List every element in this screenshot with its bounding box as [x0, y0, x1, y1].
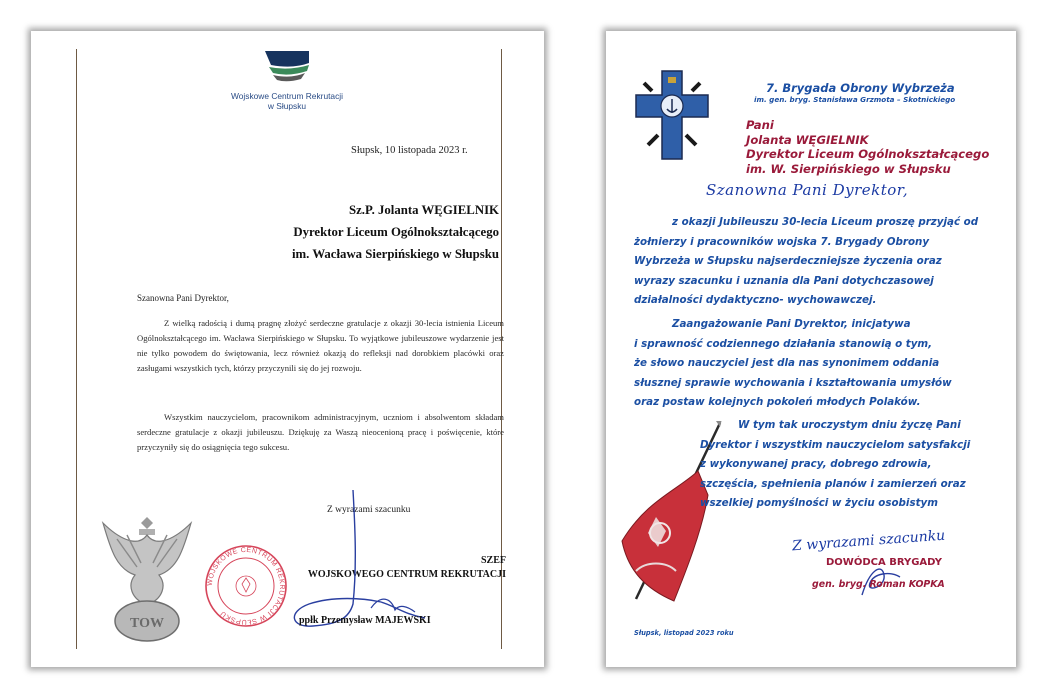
letter-date: Słupsk, 10 listopada 2023 r.: [351, 145, 468, 156]
stamp-text: WOJSKOWE CENTRUM REKRUTACJI W SŁUPSKU: [206, 546, 286, 626]
greeting-paragraph-3: W tym tak uroczystym dniu życzę Pani Dyrektor i wszystkim nauczycielom satysfakcji z wykonywanej pracy, dobrego zdrowia, szczęścia, spełnienia planów i zamierzeń oraz wszelkiej pomyślności w życiu osobistym: [700, 419, 971, 510]
handwritten-signature: [283, 486, 443, 636]
wcr-logo-text: Wojskowe Centrum Rekrutacji w Słupsku: [230, 91, 343, 111]
wcr-letter-page: [31, 31, 544, 667]
greeting-paragraph-2: Zaangażowanie Pani Dyrektor, inicjatywa i sprawność codziennego działania stanowią o tym, że słowo nauczyciel jest dla nas synonimem oddania słusznej sprawie wychowania i kształtowania umysłów oraz postaw kolejnych pokoleń młodych Polaków.: [634, 318, 952, 409]
commander-name: gen. bryg. Roman KOPKA: [812, 579, 945, 590]
signatory-title: SZEF WOJSKOWEGO CENTRUM REKRUTACJI: [307, 555, 506, 580]
commander-title: DOWÓDCA BRYGADY: [826, 557, 942, 568]
closing-regards: Z wyrazami szacunku: [327, 505, 411, 515]
handwritten-salutation: Szanowna Pani Dyrektor,: [706, 181, 909, 199]
wcr-logo-icon: [263, 49, 311, 83]
body-paragraph-1: Z wielką radością i dumą pragnę złożyć serdeczne gratulacje z okazji 30-lecia istnienia Liceum Ogólnokształcącego im. Wacława Sierpińskiego w Słupsku. To wyjątkowe jubileuszowe wydarzenie jest nie tylko powodem do świętowania, lecz również okazją do refleksji nad dorobkiem placówki oraz zasługami wszystkich tych, którzy przyczynili się do jej rozwoju.: [137, 318, 504, 373]
military-eagle-emblem: [97, 509, 197, 649]
recipient-block: Pani Jolanta WĘGIELNIK Dyrektor Liceum Ogólnokształcącego im. W. Sierpińskiego w Słupsku: [746, 118, 990, 176]
salutation: Szanowna Pani Dyrektor,: [137, 293, 229, 303]
brigade-name: 7. Brygada Obrony Wybrzeża: [766, 81, 955, 95]
addressee-block: Sz.P. Jolanta WĘGIELNIK Dyrektor Liceum Ogólnokształcącego im. Wacława Sierpińskiego w Słupsku: [291, 203, 499, 261]
brigade-patron: im. gen. bryg. Stanisława Grzmota – Skotnickiego: [754, 95, 956, 104]
place-and-date: Słupsk, listopad 2023 roku: [634, 629, 734, 637]
brigade-cross-emblem: [634, 69, 710, 161]
greeting-paragraph-1: z okazji Jubileuszu 30-lecia Liceum proszę przyjąć od żołnierzy i pracowników wojska 7. Brygady Obrony Wybrzeża w Słupsku najserdeczniejsze życzenia oraz wyrazy szacunku i uznania dla Pani dotychczasowej działalności dydaktyczno- wychowawczej.: [634, 216, 979, 307]
signatory-name: ppłk Przemysław MAJEWSKI: [299, 615, 431, 626]
body-paragraph-2: Wszystkim nauczycielom, pracownikom administracyjnym, uczniom i absolwentom składam serdeczne gratulacje z okazji jubileuszu. Dziękuję za Waszą nieocenioną pracę i poświęcenie, które przyczyniły się do osiągnięcia tego sukcesu.: [137, 412, 504, 452]
emblem-label: TOW: [130, 616, 164, 631]
brigade-letter-page: [606, 31, 1016, 667]
handwritten-closing: Z wyrazami szacunku: [791, 527, 946, 555]
left-margin-rule: [76, 49, 77, 649]
